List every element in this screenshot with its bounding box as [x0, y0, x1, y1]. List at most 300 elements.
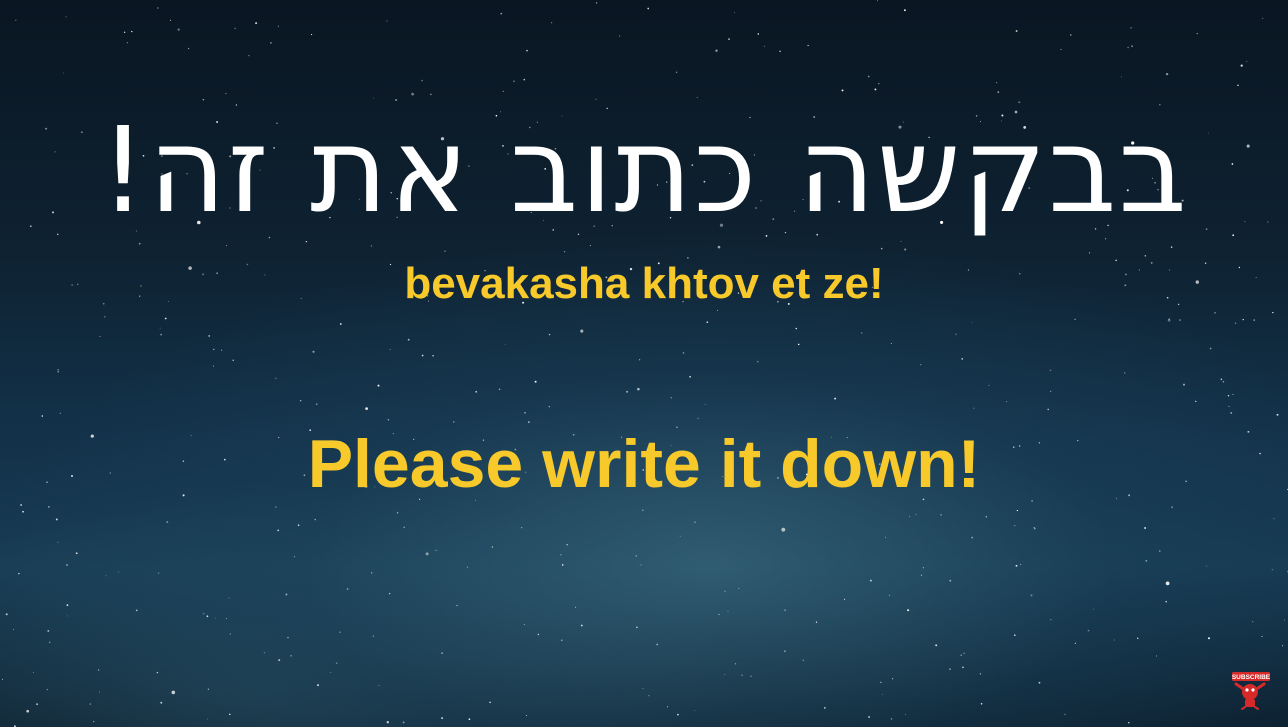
star [1232, 394, 1233, 395]
star [639, 359, 640, 360]
star [171, 691, 175, 695]
star [949, 580, 951, 582]
star [725, 591, 726, 592]
star [347, 588, 349, 590]
star [294, 556, 295, 557]
star [1061, 49, 1062, 50]
star [63, 73, 64, 74]
star [961, 655, 962, 656]
star [475, 391, 477, 393]
star [1282, 645, 1283, 646]
star [36, 703, 38, 705]
star [880, 682, 881, 683]
star [492, 546, 493, 547]
star [229, 714, 231, 716]
star [909, 516, 910, 517]
star [47, 689, 48, 690]
transliteration: bevakasha khtov et ze! [404, 259, 884, 308]
star [718, 614, 719, 615]
star [1243, 319, 1244, 320]
star [1168, 319, 1171, 322]
star [1089, 252, 1090, 253]
star [1121, 76, 1122, 77]
star [803, 660, 804, 661]
star [93, 721, 94, 722]
star [1229, 406, 1230, 407]
star [20, 504, 22, 506]
star [287, 637, 288, 638]
star [1020, 564, 1021, 565]
star [1166, 582, 1170, 586]
star [98, 669, 99, 670]
star [891, 343, 892, 344]
star [314, 519, 316, 521]
star [160, 334, 162, 336]
star [683, 352, 685, 354]
star [1183, 384, 1185, 386]
star [441, 717, 443, 719]
star [436, 550, 437, 551]
star [316, 403, 318, 405]
star [997, 91, 999, 93]
star [104, 316, 105, 317]
star [580, 330, 583, 333]
star [124, 32, 125, 33]
star [1284, 620, 1285, 621]
star [1016, 565, 1018, 567]
star [255, 22, 257, 24]
star [131, 31, 132, 32]
star [76, 552, 78, 554]
star [67, 615, 68, 616]
star [160, 328, 161, 329]
star [275, 378, 276, 379]
star [499, 389, 500, 390]
star [619, 35, 620, 36]
star [248, 55, 249, 56]
star [1210, 348, 1212, 350]
star [949, 668, 950, 669]
star [1131, 45, 1133, 47]
star [1223, 381, 1225, 383]
star [58, 369, 59, 370]
star [275, 507, 276, 508]
star [66, 16, 67, 17]
star [882, 694, 883, 695]
star [277, 530, 279, 532]
star [738, 588, 739, 589]
star [677, 714, 679, 716]
star [758, 33, 759, 34]
star [127, 42, 128, 43]
star [421, 80, 423, 82]
star [523, 79, 525, 81]
star [226, 245, 227, 246]
star [1273, 518, 1274, 519]
star [1261, 636, 1262, 637]
star [667, 706, 668, 707]
star [444, 250, 446, 252]
star [891, 718, 893, 720]
star [694, 521, 696, 523]
star [637, 388, 640, 391]
star [278, 26, 279, 27]
english-translation: Please write it down! [307, 426, 981, 502]
star [986, 516, 988, 518]
star [980, 673, 981, 674]
star [834, 398, 836, 400]
star [741, 674, 742, 675]
star [90, 703, 92, 705]
star [1262, 18, 1263, 19]
star [900, 241, 901, 242]
star [139, 243, 141, 245]
star [1272, 569, 1273, 570]
star [500, 13, 502, 15]
star [718, 246, 721, 249]
star [526, 50, 528, 52]
star [596, 2, 597, 3]
star [390, 349, 391, 350]
star [904, 249, 906, 251]
star [208, 689, 209, 690]
star [278, 659, 280, 661]
star [166, 521, 168, 523]
star [300, 400, 301, 401]
star [1017, 510, 1018, 511]
star [207, 615, 209, 617]
star [378, 385, 380, 387]
star [188, 48, 189, 49]
star [535, 381, 537, 383]
star [136, 610, 138, 612]
star [680, 536, 681, 537]
star [581, 625, 583, 627]
star [1253, 319, 1254, 320]
star [22, 511, 24, 513]
star [735, 663, 736, 664]
star [1197, 33, 1198, 34]
star [1206, 566, 1207, 567]
star [807, 45, 808, 46]
star [513, 80, 515, 82]
star [1214, 312, 1216, 314]
star [106, 575, 107, 576]
star [1272, 312, 1273, 313]
star [1252, 621, 1253, 622]
star [1014, 634, 1016, 636]
star [940, 514, 942, 516]
star [728, 38, 730, 40]
star [874, 88, 876, 90]
star [33, 672, 34, 673]
star [905, 714, 906, 715]
star [642, 509, 644, 511]
star [560, 554, 561, 555]
star [963, 653, 964, 654]
star [798, 344, 800, 346]
star [403, 721, 405, 723]
star [1230, 412, 1232, 414]
star [232, 360, 234, 362]
star [1050, 391, 1051, 392]
star [2, 679, 3, 680]
star [432, 355, 433, 356]
star [157, 672, 158, 673]
star [1145, 560, 1147, 562]
star [521, 527, 522, 528]
star [1050, 369, 1052, 371]
hebrew-phrase: בבקשה כתוב את זה! [99, 101, 1189, 239]
star [157, 7, 159, 9]
star [1050, 619, 1051, 620]
star [707, 321, 709, 323]
star [1179, 319, 1181, 321]
star [1114, 640, 1115, 641]
star [724, 674, 725, 675]
star [67, 604, 69, 606]
star [972, 322, 973, 323]
star [215, 618, 216, 619]
star [48, 506, 50, 508]
star [388, 419, 390, 421]
star [340, 323, 342, 325]
star [221, 350, 222, 351]
star [561, 640, 562, 641]
star [1235, 323, 1237, 325]
star [225, 93, 226, 94]
star [656, 644, 658, 646]
star [1128, 722, 1129, 723]
star [885, 537, 886, 538]
star [784, 650, 786, 652]
star [230, 634, 231, 635]
star [312, 351, 314, 353]
star [411, 93, 414, 96]
star [526, 715, 527, 716]
star [877, 0, 878, 1]
star [524, 624, 525, 625]
star [781, 528, 785, 532]
star [889, 595, 890, 596]
star [386, 20, 387, 21]
subscribe-label: SUBSCRIBE [1231, 674, 1271, 681]
star [60, 413, 61, 414]
star [1228, 395, 1229, 396]
star [1195, 401, 1196, 402]
star [56, 518, 58, 520]
star [549, 406, 550, 407]
star [626, 391, 628, 393]
star [973, 408, 974, 409]
star [764, 46, 765, 47]
star [467, 566, 468, 567]
star [13, 629, 14, 630]
star [881, 248, 883, 250]
star [750, 676, 752, 678]
star [671, 397, 672, 398]
star [648, 695, 649, 696]
star [306, 241, 307, 242]
star [1171, 246, 1172, 247]
star [1241, 64, 1243, 66]
star [1137, 638, 1138, 639]
star [365, 407, 368, 410]
star [734, 12, 735, 13]
star [868, 76, 870, 78]
star [551, 22, 552, 23]
star [373, 98, 374, 99]
star [235, 28, 236, 29]
star [47, 630, 49, 632]
star [1171, 507, 1172, 508]
cartoon-mascot-icon [1236, 684, 1264, 709]
star [640, 564, 641, 565]
star [1159, 550, 1161, 552]
star [1014, 525, 1015, 526]
star [715, 50, 717, 52]
star [453, 421, 454, 422]
star [1074, 319, 1075, 320]
star [469, 718, 471, 720]
star [290, 655, 292, 657]
star [1165, 601, 1167, 603]
star [870, 580, 872, 582]
star [1034, 527, 1035, 528]
star [575, 607, 576, 608]
star [18, 573, 19, 574]
star [213, 349, 214, 350]
star [996, 82, 997, 83]
star [878, 83, 880, 85]
star [403, 527, 405, 529]
star [1070, 34, 1071, 35]
star [441, 652, 443, 654]
star [1088, 630, 1090, 632]
star [26, 710, 29, 713]
star [264, 652, 265, 653]
star [988, 385, 989, 386]
star [58, 542, 59, 543]
star [158, 572, 159, 573]
star [1208, 637, 1210, 639]
star [165, 318, 167, 320]
star [330, 672, 331, 673]
star [66, 564, 67, 565]
star [1064, 714, 1065, 715]
star [816, 622, 817, 623]
star [921, 575, 922, 576]
star [426, 552, 429, 555]
star [1016, 30, 1018, 32]
star [538, 634, 539, 635]
star [697, 418, 698, 419]
star [892, 678, 893, 679]
star [1166, 73, 1168, 75]
star [208, 335, 210, 337]
star [408, 339, 410, 341]
star [779, 51, 781, 53]
star [285, 594, 287, 596]
star [1130, 27, 1132, 29]
star [298, 524, 300, 526]
star [317, 684, 319, 686]
star [311, 34, 312, 35]
star [203, 613, 204, 614]
star [213, 366, 214, 367]
star [49, 642, 50, 643]
star [643, 688, 644, 689]
subscribe-badge[interactable] [1228, 670, 1272, 710]
star [824, 707, 826, 709]
star [1221, 379, 1223, 381]
star [489, 702, 490, 703]
star [1031, 594, 1033, 596]
star [961, 358, 963, 360]
star [1246, 61, 1247, 62]
star [784, 609, 786, 611]
star [907, 609, 909, 611]
star [935, 644, 937, 646]
star [1124, 372, 1125, 373]
star [371, 245, 373, 247]
star [1237, 85, 1238, 86]
star [505, 344, 506, 345]
star [868, 716, 870, 718]
star [387, 721, 389, 723]
star [1075, 643, 1076, 644]
star [689, 376, 691, 378]
star [564, 251, 565, 252]
star [373, 635, 374, 636]
star [456, 605, 457, 606]
star [1047, 409, 1049, 411]
star [336, 662, 338, 664]
star [923, 567, 924, 568]
star [397, 512, 398, 513]
star [57, 371, 59, 373]
star [566, 544, 567, 545]
star [1277, 414, 1279, 416]
star [99, 692, 100, 693]
star [15, 20, 16, 21]
star [1127, 47, 1129, 49]
star [728, 611, 729, 612]
star [42, 415, 44, 417]
star [562, 564, 564, 566]
star [757, 361, 759, 363]
star [796, 328, 798, 330]
star [371, 572, 372, 573]
star [1093, 609, 1094, 610]
star [339, 631, 340, 632]
star [207, 719, 208, 720]
star [962, 666, 964, 668]
star [695, 710, 696, 711]
star [503, 91, 504, 92]
star [379, 685, 380, 686]
star [170, 20, 171, 21]
star [528, 421, 529, 422]
star [705, 404, 706, 405]
star [647, 8, 649, 10]
star [861, 332, 863, 334]
star [389, 593, 390, 594]
star [915, 514, 916, 515]
star [636, 555, 637, 556]
star [422, 355, 424, 357]
star [636, 627, 637, 628]
